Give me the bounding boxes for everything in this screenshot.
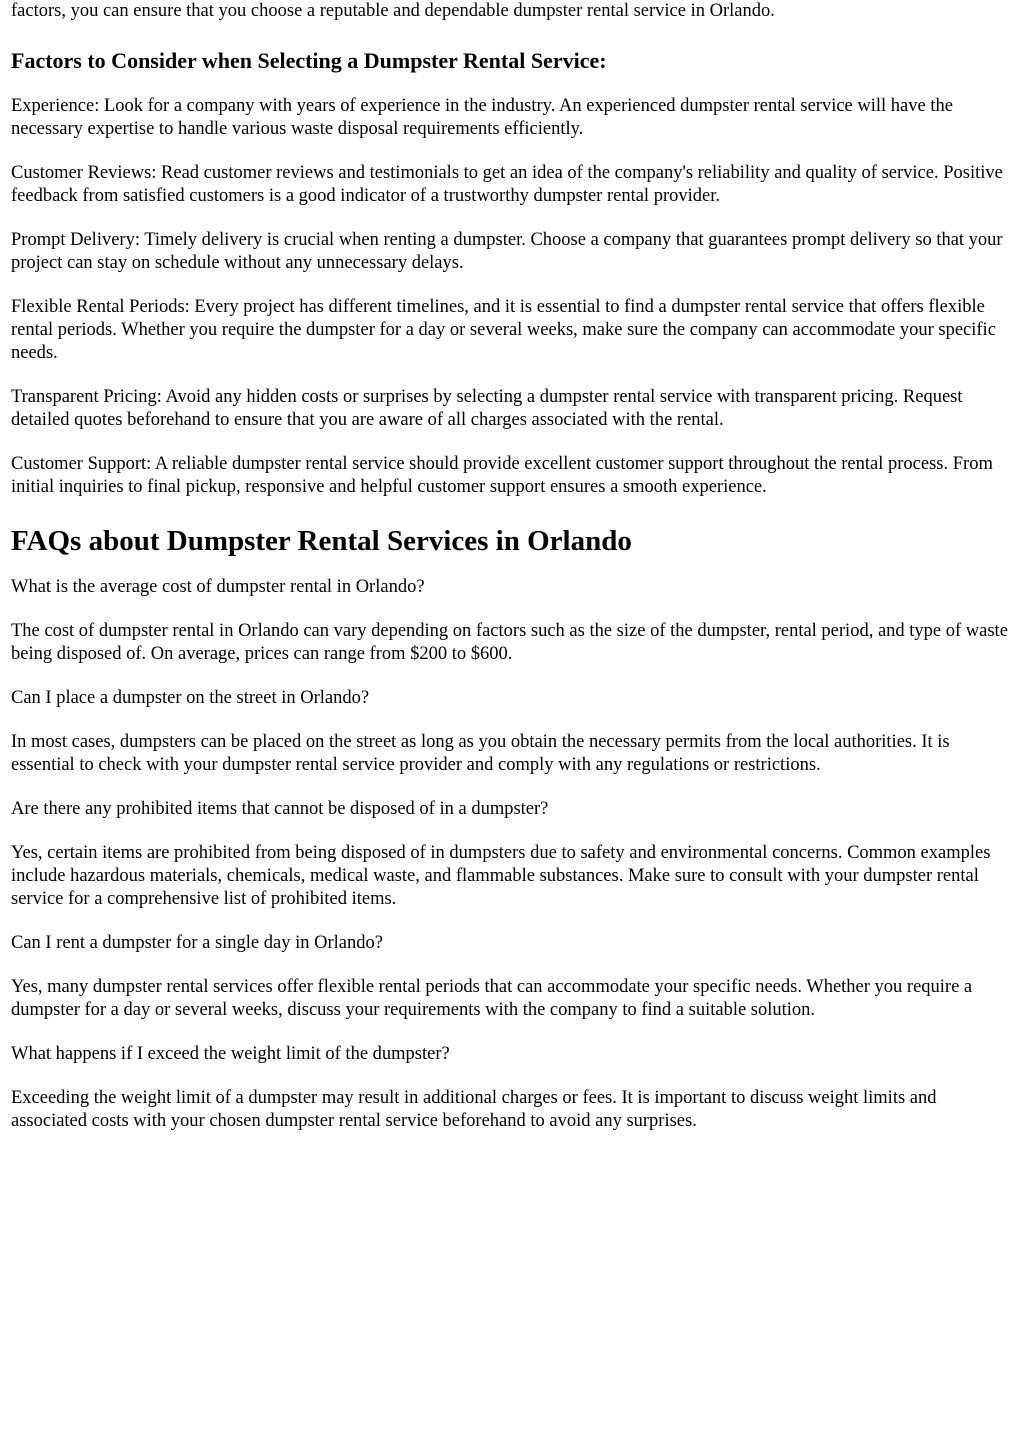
faq-answer: Yes, many dumpster rental services offer flexible rental periods that can accommodate your specific needs. Whether you require a dumpster for a day or several weeks, discuss your requirements with the company to find a suitable solution. <box>11 977 973 1020</box>
faq-answer: The cost of dumpster rental in Orlando can vary depending on factors such as the size of the dumpster, rental period, and type of waste being disposed of. On average, prices can range from $200 to $600. <box>11 621 1008 664</box>
faqs-list <box>11 576 1013 1133</box>
factor-customer-reviews: Customer Reviews: Read customer reviews and testimonials to get an idea of the company's reliability and quality of service. Positive feedback from satisfied customers is a good indicator of a trustworthy dumpster rental provider. <box>11 163 1003 206</box>
faq-question: Are there any prohibited items that cannot be disposed of in a dumpster? <box>11 799 549 819</box>
factors-list <box>11 95 1013 499</box>
faqs-heading: FAQs about Dumpster Rental Services in Orlando <box>11 525 632 557</box>
faq-answer: Exceeding the weight limit of a dumpster may result in additional charges or fees. It is important to discuss weight limits and associated costs with your chosen dumpster rental service beforehand to avoid any surprises. <box>11 1088 937 1131</box>
faq-answer: In most cases, dumpsters can be placed on the street as long as you obtain the necessary permits from the local authorities. It is essential to check with your dumpster rental service provider and comply with any regulations or restrictions. <box>11 732 950 775</box>
faq-question: What is the average cost of dumpster rental in Orlando? <box>11 577 425 597</box>
factor-experience: Experience: Look for a company with years of experience in the industry. An experienced dumpster rental service will have the necessary expertise to handle various waste disposal requirements efficiently. <box>11 96 953 139</box>
intro-paragraph-tail: factors, you can ensure that you choose a reputable and dependable dumpster rental service in Orlando. <box>11 1 775 21</box>
factor-flexible-rental-periods: Flexible Rental Periods: Every project has different timelines, and it is essential to find a dumpster rental service that offers flexible rental periods. Whether you require the dumpster for a day or several weeks, make sure the company can accommodate your specific needs. <box>11 297 996 363</box>
faq-question: Can I place a dumpster on the street in Orlando? <box>11 688 370 708</box>
faq-answer: Yes, certain items are prohibited from being disposed of in dumpsters due to safety and environmental concerns. Common examples include hazardous materials, chemicals, medical waste, and flammable substances. Make sure to consult with your dumpster rental service for a comprehensive list of prohibited items. <box>11 843 991 909</box>
factor-prompt-delivery: Prompt Delivery: Timely delivery is crucial when renting a dumpster. Choose a company that guarantees prompt delivery so that your project can stay on schedule without any unnecessary delays. <box>11 230 1003 273</box>
faq-question: What happens if I exceed the weight limit of the dumpster? <box>11 1044 450 1064</box>
factor-transparent-pricing: Transparent Pricing: Avoid any hidden costs or surprises by selecting a dumpster rental service with transparent pricing. Request detailed quotes beforehand to ensure that you are aware of all charges associated with the rental. <box>11 387 963 430</box>
factors-heading: Factors to Consider when Selecting a Dumpster Rental Service: <box>11 48 607 73</box>
factor-customer-support: Customer Support: A reliable dumpster rental service should provide excellent customer support throughout the rental process. From initial inquiries to final pickup, responsive and helpful customer support ensures a smooth experience. <box>11 454 993 497</box>
faq-question: Can I rent a dumpster for a single day in Orlando? <box>11 933 383 953</box>
